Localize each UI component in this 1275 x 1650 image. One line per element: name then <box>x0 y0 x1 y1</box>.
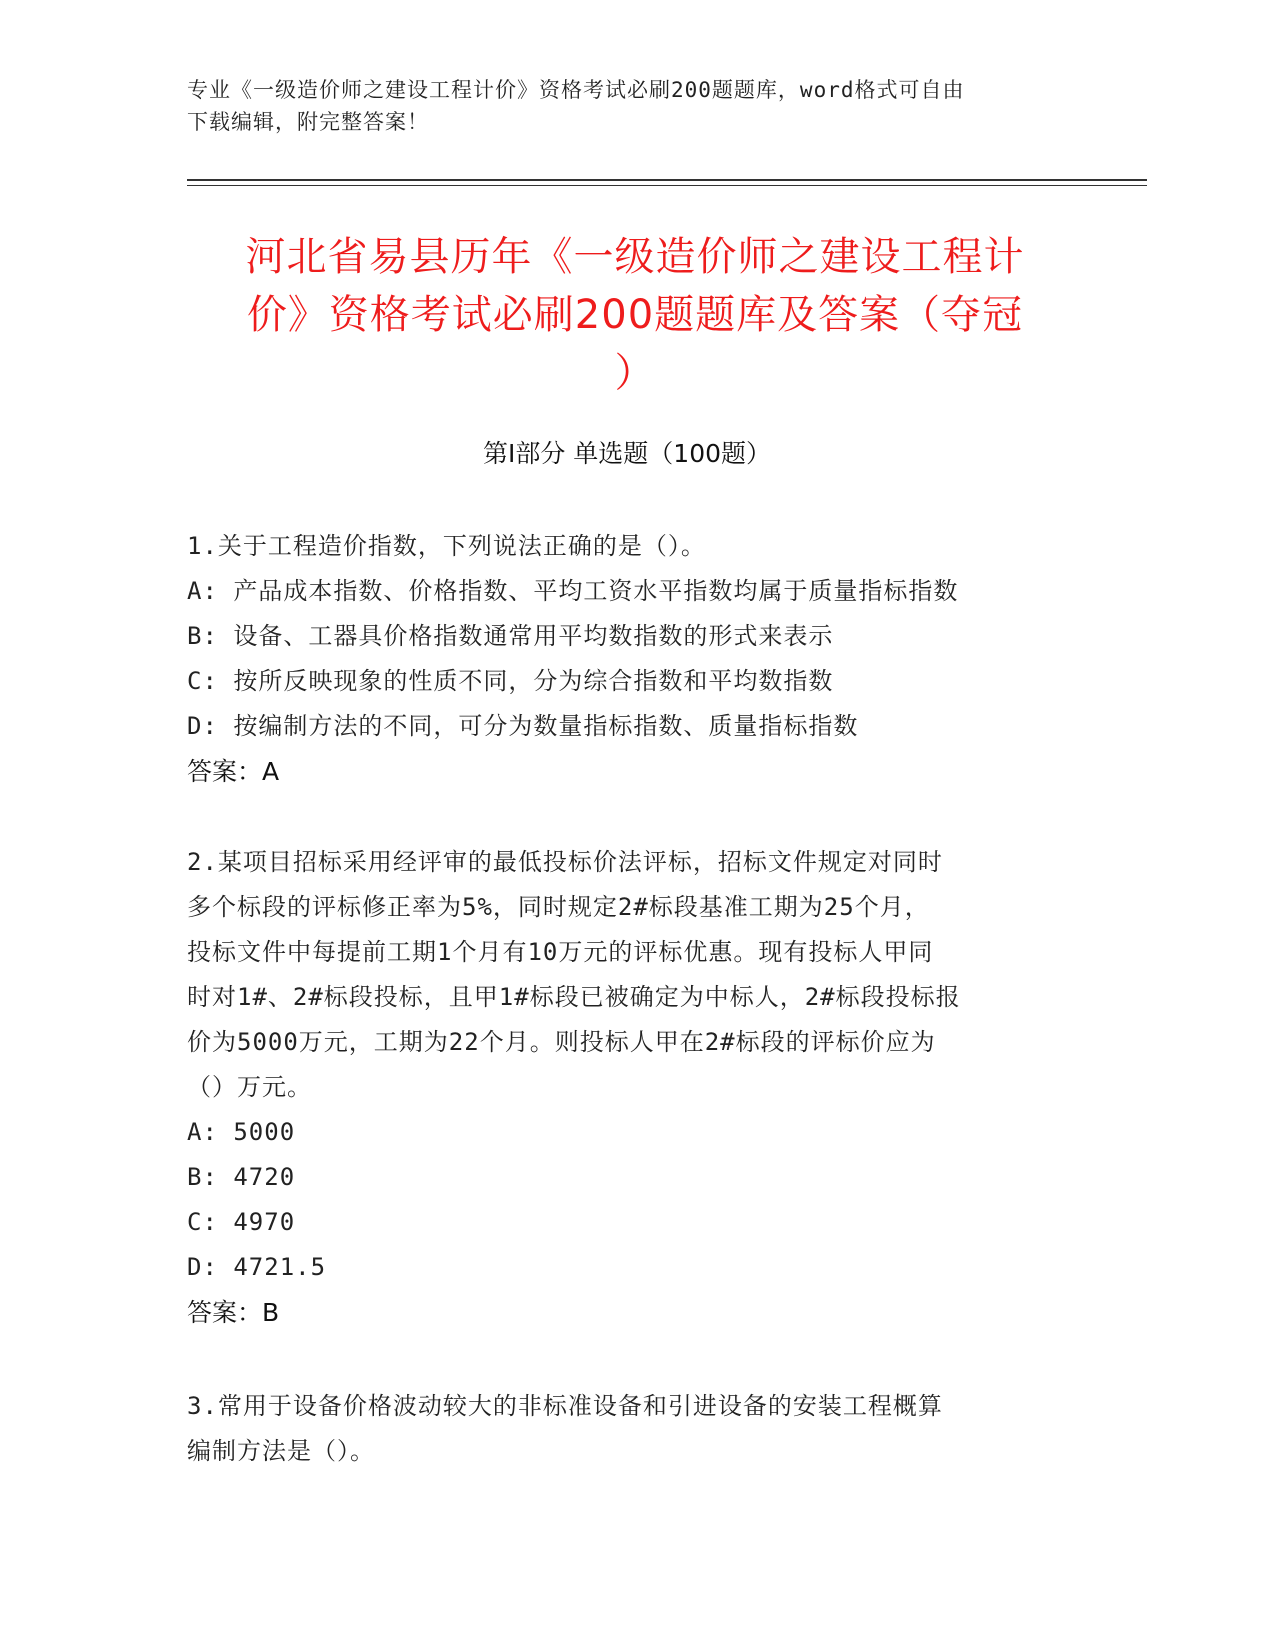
header-rule-thin <box>187 185 1147 186</box>
option-d: D: 按编制方法的不同，可分为数量指标指数、质量指标指数 <box>187 712 859 740</box>
option-a: A: 产品成本指数、价格指数、平均工资水平指数均属于质量指标指数 <box>187 577 959 605</box>
question-3 <box>187 1384 1067 1474</box>
title-line-2: 价》资格考试必刷200题题库及答案（夺冠 <box>246 292 1024 338</box>
question-stem-line: 多个标段的评标修正率为5%，同时规定2#标段基准工期为25个月， <box>187 893 930 921</box>
header-note-line-1: 专业《一级造价师之建设工程计价》资格考试必刷200题题库，word格式可自由 <box>187 78 965 102</box>
question-stem-line: 3.常用于设备价格波动较大的非标准设备和引进设备的安装工程概算 <box>187 1392 943 1420</box>
answer-line: 答案：A <box>187 757 280 786</box>
option-c: C: 4970 <box>187 1208 296 1236</box>
header-note-line-2: 下载编辑，附完整答案！ <box>187 110 429 134</box>
question-stem-line: （）万元。 <box>187 1073 312 1101</box>
header-note <box>187 74 1067 138</box>
document-title <box>190 228 1080 402</box>
section-title: 第Ⅰ部分 单选题（100题） <box>482 439 772 468</box>
option-b: B: 设备、工器具价格指数通常用平均数指数的形式来表示 <box>187 622 834 650</box>
option-c: C: 按所反映现象的性质不同，分为综合指数和平均数指数 <box>187 667 834 695</box>
title-line-1: 河北省易县历年《一级造价师之建设工程计 <box>245 234 1025 280</box>
option-b: B: 4720 <box>187 1163 296 1191</box>
header-rule-thick <box>187 179 1147 181</box>
question-stem-line: 投标文件中每提前工期1个月有10万元的评标优惠。现有投标人甲同 <box>187 938 934 966</box>
question-stem-line: 编制方法是（）。 <box>187 1437 375 1465</box>
question-stem-line: 时对1#、2#标段投标，且甲1#标段已被确定为中标人，2#标段投标报 <box>187 983 961 1011</box>
title-line-3: ） <box>614 350 656 396</box>
option-a: A: 5000 <box>187 1118 296 1146</box>
question-1 <box>187 524 1067 794</box>
question-stem: 1.关于工程造价指数，下列说法正确的是（）。 <box>187 532 706 560</box>
question-stem-line: 2.某项目招标采用经评审的最低投标价法评标，招标文件规定对同时 <box>187 848 943 876</box>
question-2 <box>187 840 1067 1335</box>
question-stem-line: 价为5000万元，工期为22个月。则投标人甲在2#标段的评标价应为 <box>187 1028 936 1056</box>
option-d: D: 4721.5 <box>187 1253 327 1281</box>
answer-line: 答案：B <box>187 1298 280 1327</box>
